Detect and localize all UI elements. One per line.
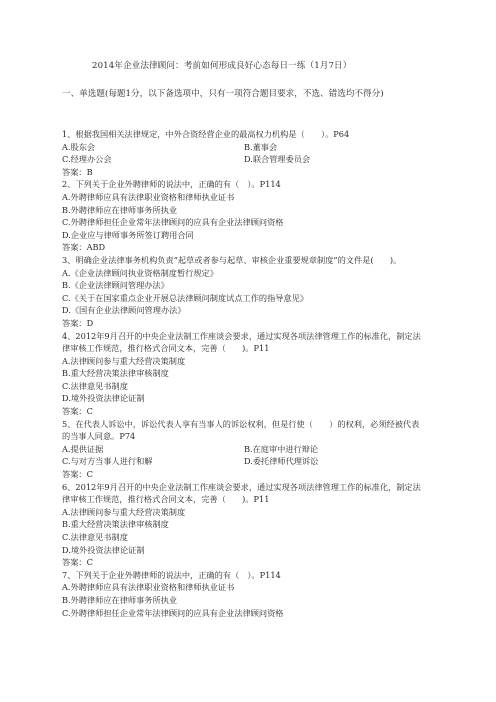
question-5-options-row-2	[62, 455, 422, 468]
question-5-option-a: A.提供证据	[62, 443, 104, 454]
question-7-option-a: A.外聘律师应具有法律职业资格和律师执业证书	[62, 582, 235, 593]
question-3-option-b: B.《企业法律顾问管理办法》	[62, 280, 169, 291]
question-2-option-c: C.外聘律师担任企业常年法律顾问的应具有企业法律顾问资格	[62, 217, 284, 228]
question-7-option-c: C.外聘律师担任企业常年法律顾问的应具有企业法律顾问资格	[62, 607, 284, 618]
question-3-stem: 3、明确企业法律事务机构负责“起草或者参与起草、审核企业重要规章制度”的文件是( )。	[62, 254, 402, 265]
question-1-answer: 答案：B	[62, 166, 93, 177]
question-1-stem: 1、根据我国相关法律规定，中外合资经营企业的最高权力机构是（ ）。P64	[62, 129, 350, 139]
question-1-option-b: B.董事会	[244, 141, 278, 152]
question-3-option-d: D.《国有企业法律顾问管理办法》	[62, 305, 186, 316]
question-2-stem: 2、下列关于企业外聘律师的说法中，正确的有（ ）。P114	[62, 179, 281, 190]
question-6-option-d: D.境外投资法律论证制	[62, 544, 145, 555]
question-5-option-d: D.委托律师代理诉讼	[244, 456, 319, 467]
question-4-option-b: B.重大经营决策法律审核制度	[62, 368, 169, 379]
document-title: 2014年企业法律顾问：考前如何形成良好心态每日一练（1月7日）	[92, 61, 352, 71]
question-7-option-b: B.外聘律师应在律师事务所执业	[62, 594, 178, 605]
question-6-option-c: C.法律意见书制度	[62, 532, 128, 542]
question-2-option-b: B.外聘律师应在律师事务所执业	[62, 204, 178, 215]
question-5-stem: 5、在代表人诉讼中，诉讼代表人享有当事人的诉讼权利，但是行使（ ）的权利，必须经被代表的当事人同意。P74	[62, 418, 420, 442]
question-2-option-a: A.外聘律师应具有法律职业资格和律师执业证书	[62, 191, 235, 202]
section-heading: 一、单选题(每题1分，以下备选项中，只有一项符合题目要求，不选、错选均不得分)	[62, 89, 384, 99]
question-4-stem: 4、2012年9月召开的中央企业法制工作座谈会要求，通过实现各项法律管理工作的标准化，制定法律审核工作规范，推行格式合同文本，完善（ )。P11	[62, 330, 421, 354]
question-4-option-d: D.境外投资法律论证制	[62, 393, 145, 404]
question-4-option-c: C.法律意见书制度	[62, 380, 128, 391]
question-3-answer: 答案：D	[62, 317, 94, 328]
question-2-option-d: D.企业应与律师事务所签订聘用合同	[62, 229, 194, 240]
question-2-answer: 答案：ABD	[62, 242, 106, 253]
question-6-stem: 6、2012年9月召开的中央企业法制工作座谈会要求，通过实现各项法律管理工作的标准化，制定法律审核工作规范，推行格式合同文本，完善（ )。P11	[62, 481, 421, 505]
question-1-option-d: D.联合管理委员会	[244, 154, 311, 165]
question-3-option-a: A.《企业法律顾问执业资格制度暂行规定》	[62, 267, 218, 278]
question-4-answer: 答案：C	[62, 406, 93, 417]
question-3-option-c: C.《关于在国家重点企业开展总法律顾问制度试点工作的指导意见》	[62, 292, 309, 303]
question-4-option-a: A.法律顾问参与重大经营决策制度	[62, 355, 186, 366]
question-list	[62, 128, 422, 619]
question-1-option-c: C.经理办公会	[62, 154, 112, 165]
question-1-options-row-1	[62, 141, 422, 154]
question-5-options-row-1	[62, 443, 422, 456]
question-5-option-c: C.与对方当事人进行和解	[62, 456, 153, 467]
question-1-options-row-2	[62, 153, 422, 166]
question-1-option-a: A.股东会	[62, 141, 96, 152]
question-5-option-b: B.在庭审中进行辩论	[244, 443, 319, 454]
question-6-answer: 答案：C	[62, 557, 93, 568]
question-6-option-a: A.法律顾问参与重大经营决策制度	[62, 506, 186, 517]
question-6-option-b: B.重大经营决策法律审核制度	[62, 519, 169, 530]
question-7-stem: 7、下列关于企业外聘律师的说法中，正确的有（ ）。P114	[62, 569, 281, 580]
question-5-answer: 答案：C	[62, 469, 93, 480]
